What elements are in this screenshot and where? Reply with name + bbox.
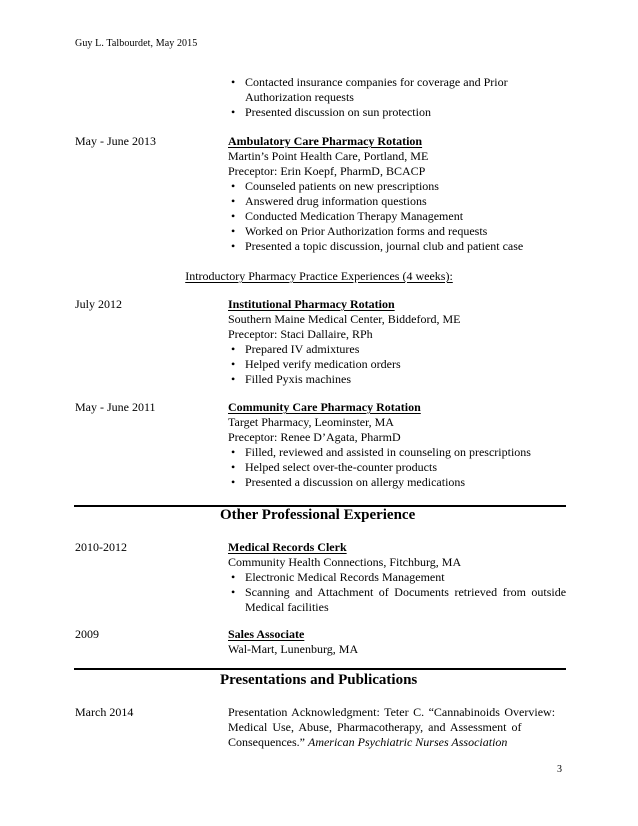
list-item <box>228 179 566 194</box>
list-item <box>228 75 566 105</box>
section-divider <box>74 668 566 670</box>
bullet-icon: • <box>231 105 236 119</box>
entry-preceptor: Preceptor: Renee D’Agata, PharmD <box>228 430 401 444</box>
entry-org: Wal-Mart, Lunenburg, MA <box>228 642 359 656</box>
entry-org: Martin’s Point Health Care, Portland, ME <box>228 149 429 163</box>
date-institutional: July 2012 <box>75 297 123 311</box>
list-item <box>228 105 566 120</box>
presentation-line: Presentation Acknowledgment: Teter C. “Cannabinoids Overview: <box>228 705 556 719</box>
list-item <box>228 342 566 357</box>
continuation-block <box>228 75 566 120</box>
list-item <box>228 585 566 615</box>
list-item <box>228 209 566 224</box>
list-item <box>228 239 566 254</box>
bullet-icon: • <box>231 372 236 386</box>
page-number: 3 <box>557 764 562 775</box>
bullet-text: Filled, reviewed and assisted in counseling on prescriptions <box>245 445 531 459</box>
bullet-icon: • <box>231 75 236 89</box>
bullet-text: Counseled patients on new prescriptions <box>245 179 439 193</box>
bullet-icon: • <box>231 224 236 238</box>
bullet-icon: • <box>231 570 236 584</box>
presentation-line <box>228 735 566 750</box>
list-item <box>228 224 566 239</box>
entry-title: Ambulatory Care Pharmacy Rotation <box>228 134 423 148</box>
list-item <box>228 357 566 372</box>
bullet-text: Helped select over-the-counter products <box>245 460 438 474</box>
bullet-text: Scanning and Attachment of Documents retrieved from outside <box>245 585 567 599</box>
entry-title: Community Care Pharmacy Rotation <box>228 400 421 414</box>
date-community: May - June 2011 <box>75 400 156 414</box>
date-presentation: March 2014 <box>75 705 134 719</box>
list-item <box>228 372 566 387</box>
bullet-icon: • <box>231 475 236 489</box>
date-sales: 2009 <box>75 627 99 641</box>
date-records: 2010-2012 <box>75 540 127 554</box>
presentation-line: Medical Use, Abuse, Pharmacotherapy, and Assessment of <box>228 720 522 734</box>
entry-title: Medical Records Clerk <box>228 540 347 554</box>
bullet-text: Presented a topic discussion, journal club and patient case <box>245 239 524 253</box>
intro-heading <box>0 269 638 284</box>
section-heading-text: Other Professional Experience <box>220 507 416 523</box>
bullet-text: Worked on Prior Authorization forms and requests <box>245 224 488 238</box>
list-item <box>228 570 566 585</box>
journal-name: American Psychiatric Nurses Association <box>307 735 508 749</box>
bullet-icon: • <box>231 209 236 223</box>
bullet-icon: • <box>231 357 236 371</box>
section-heading-text: Presentations and Publications <box>220 672 418 688</box>
records-entry <box>228 540 566 615</box>
entry-preceptor: Preceptor: Staci Dallaire, RPh <box>228 327 373 341</box>
bullet-icon: • <box>231 342 236 356</box>
bullet-text: Filled Pyxis machines <box>245 372 351 386</box>
entry-preceptor: Preceptor: Erin Koepf, PharmD, BCACP <box>228 164 426 178</box>
bullet-icon: • <box>231 460 236 474</box>
list-item <box>228 194 566 209</box>
bullet-text: Prepared IV admixtures <box>245 342 360 356</box>
bullet-text: Electronic Medical Records Management <box>245 570 445 584</box>
bullet-text: Helped verify medication orders <box>245 357 401 371</box>
entry-org: Community Health Connections, Fitchburg, MA <box>228 555 462 569</box>
list-item <box>228 445 566 460</box>
bullet-icon: • <box>231 179 236 193</box>
community-entry <box>228 400 566 490</box>
page-header: Guy L. Talbourdet, May 2015 <box>75 38 198 49</box>
presentation-entry <box>228 705 566 750</box>
bullet-icon: • <box>231 445 236 459</box>
bullet-icon: • <box>231 239 236 253</box>
ambulatory-entry <box>228 134 566 254</box>
list-item <box>228 460 566 475</box>
bullet-text: Answered drug information questions <box>245 194 427 208</box>
entry-org: Southern Maine Medical Center, Biddeford, ME <box>228 312 461 326</box>
institutional-entry <box>228 297 566 387</box>
list-item <box>228 475 566 490</box>
entry-org: Target Pharmacy, Leominster, MA <box>228 415 394 429</box>
bullet-text: Presented discussion on sun protection <box>245 105 431 119</box>
bullet-icon: • <box>231 585 236 599</box>
bullet-text: Presented a discussion on allergy medications <box>245 475 466 489</box>
date-ambulatory: May - June 2013 <box>75 134 156 148</box>
bullet-icon: • <box>231 194 236 208</box>
entry-title: Sales Associate <box>228 627 305 641</box>
bullet-text: Medical facilities <box>245 600 329 614</box>
bullet-text: Conducted Medication Therapy Management <box>245 209 464 223</box>
bullet-text: Authorization requests <box>245 90 354 104</box>
bullet-text: Contacted insurance companies for coverage and Prior <box>245 75 508 89</box>
entry-title: Institutional Pharmacy Rotation <box>228 297 395 311</box>
sales-entry <box>228 627 566 657</box>
intro-heading-text: Introductory Pharmacy Practice Experiences (4 weeks): <box>185 269 453 283</box>
presentation-text: Consequences.” <box>228 735 305 749</box>
